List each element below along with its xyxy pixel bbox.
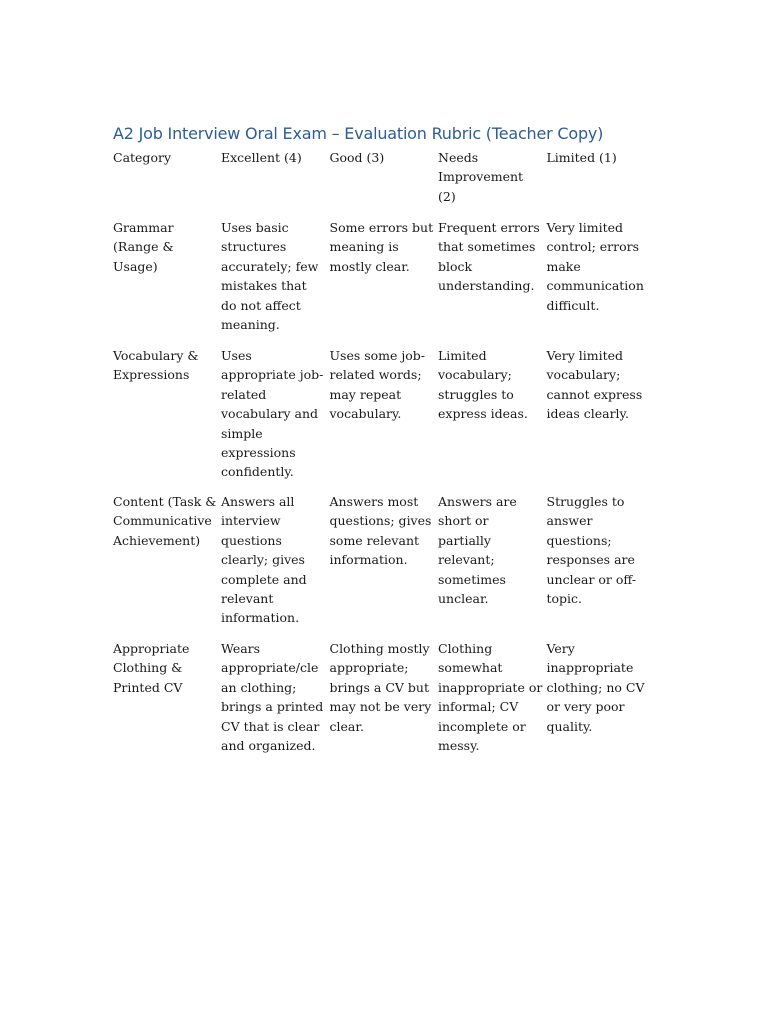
table-row (113, 639, 653, 759)
cell-needs-improvement: Answers are short or partially relevant; sometimes unclear. (438, 494, 517, 607)
cell-good: Answers most questions; gives some relevant information. (329, 494, 432, 568)
cell-limited: Very inappropriate clothing; no CV or very poor quality. (546, 641, 645, 734)
cell-needs-improvement: Clothing somewhat inappropriate or informal; CV incomplete or messy. (438, 641, 543, 754)
cell-excellent: Wears appropriate/clean clothing; brings a printed CV that is clear and organized. (221, 641, 324, 754)
row-category: Grammar (Range & Usage) (113, 220, 174, 274)
row-category: Vocabulary & Expressions (113, 348, 199, 383)
row-category: Content (Task & Communicative Achievement) (113, 494, 217, 548)
row-category: Appropriate Clothing & Printed CV (113, 641, 190, 695)
cell-good: Some errors but meaning is mostly clear. (329, 220, 434, 274)
cell-good: Clothing mostly appropriate; brings a CV but may not be very clear. (329, 641, 432, 734)
table-row (113, 492, 653, 639)
header-category: Category (113, 150, 172, 165)
cell-excellent: Uses appropriate job-related vocabulary and simple expressions confidently. (221, 348, 324, 480)
header-needs-improvement: Needs Improvement (2) (438, 150, 524, 204)
table-row (113, 346, 653, 492)
cell-needs-improvement: Frequent errors that sometimes block understanding. (438, 220, 540, 294)
cell-limited: Very limited vocabulary; cannot express ideas clearly. (546, 348, 643, 422)
table-header-row (113, 148, 653, 218)
header-good: Good (3) (329, 150, 385, 165)
document-title: A2 Job Interview Oral Exam – Evaluation Rubric (Teacher Copy) (113, 124, 604, 143)
cell-good: Uses some job-related words; may repeat vocabulary. (329, 348, 426, 422)
cell-limited: Very limited control; errors make communication difficult. (546, 220, 644, 313)
header-excellent: Excellent (4) (221, 150, 302, 165)
rubric-table (113, 148, 653, 759)
cell-excellent: Uses basic structures accurately; few mistakes that do not affect meaning. (221, 220, 319, 333)
header-limited: Limited (1) (546, 150, 617, 165)
cell-needs-improvement: Limited vocabulary; struggles to express ideas. (438, 348, 528, 422)
cell-limited: Struggles to answer questions; responses are unclear or off-topic. (546, 494, 637, 607)
cell-excellent: Answers all interview questions clearly; gives complete and relevant information. (221, 494, 307, 626)
table-row (113, 218, 653, 346)
